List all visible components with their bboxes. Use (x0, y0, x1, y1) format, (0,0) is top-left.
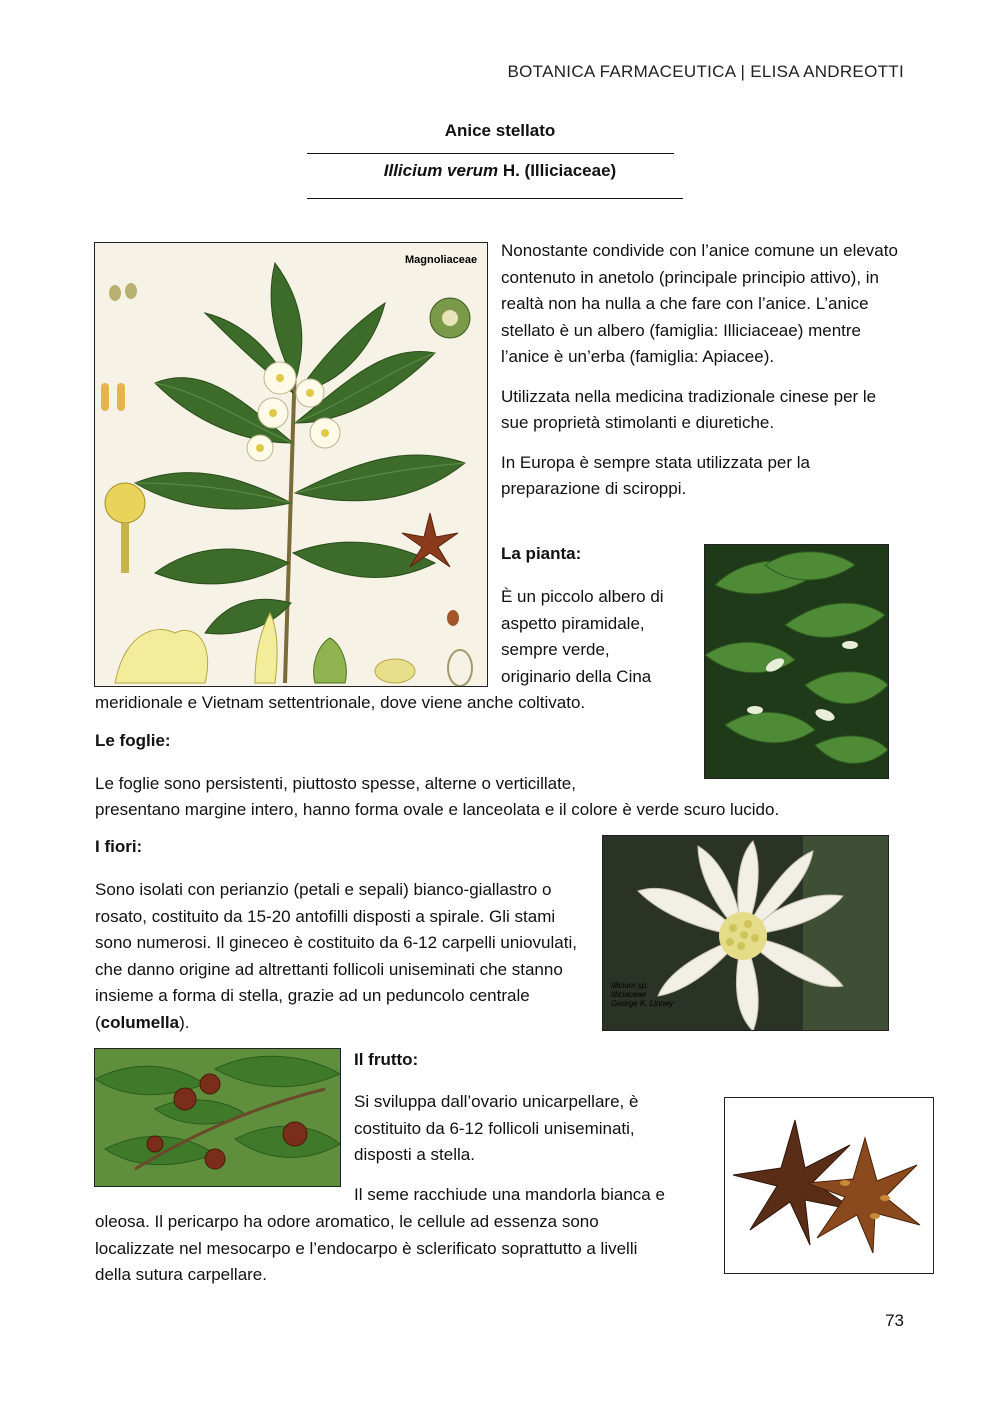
title-rule-top (307, 153, 674, 154)
frutto-line-2: oleosa. Il pericarpo ha odore aromatico, le cellule ad essenza sono (95, 1212, 599, 1231)
leaves-photo-drawing (705, 545, 888, 778)
frutto-paragraph-1: Si sviluppa dall’ovario unicarpellare, è costituito da 6-12 follicoli uniseminati, disposti a stella. (354, 1092, 639, 1164)
intro-column (501, 238, 905, 503)
fruiting-branch-photo (94, 1048, 341, 1187)
flower-photo-drawing (603, 836, 888, 1030)
title-rule-bottom (307, 198, 683, 199)
frutto-heading: Il frutto: (354, 1050, 419, 1069)
pianta-line-4: originario della Cina (501, 667, 652, 686)
frutto-line-4: della sutura carpellare. (95, 1265, 267, 1284)
pianta-line-1: È un piccolo albero di (501, 587, 664, 606)
frutto-line-3: localizzate nel mesocarpo e l’endocarpo è sclerificato soprattutto a livelli (95, 1239, 638, 1258)
intro-paragraph-2: Utilizzata nella medicina tradizionale cinese per le sue proprietà stimolanti e diuretiche. (501, 386, 877, 432)
flower-photo (602, 835, 889, 1031)
star-anise-photo (724, 1097, 934, 1274)
botanical-plate-image (94, 242, 488, 687)
fiori-heading: I fiori: (95, 837, 143, 856)
leaves-photo (704, 544, 889, 779)
fiori-text-end: ). (179, 1012, 190, 1032)
running-header: BOTANICA FARMACEUTICA | ELISA ANDREOTTI (507, 62, 904, 81)
intro-paragraph-1: Nonostante condivide con l’anice comune un elevato contenuto in anetolo (principale principio attivo), in realtà non ha nulla a che fare con l’anice. L’anice stellato è un albero (famiglia: Illiciaceae) mentre l’anice è un’erba (famiglia: Apiacee). (501, 241, 898, 366)
fiori-text: Sono isolati con perianzio (petali e sepali) bianco-giallastro o rosato, costituito da 15-20 antofilli disposti a spirale. Gli stami sono numerosi. Il gineceo è costituito da 6-12 carpelli uniovulati, che danno origine ad altrettanti follicoli uniseminati che stanno insieme a forma di stella, grazie ad un peduncolo centrale ( (95, 880, 577, 1032)
fiori-columella: columella (100, 1012, 180, 1032)
foglie-line-2: presentano margine intero, hanno forma ovale e lanceolata e il colore è verde scuro lucido. (95, 800, 780, 819)
intro-paragraph-3: In Europa è sempre stata utilizzata per la preparazione di sciroppi. (501, 452, 810, 498)
foglie-heading: Le foglie: (95, 731, 171, 750)
foglie-line-1: Le foglie sono persistenti, piuttosto spesse, alterne o verticillate, (95, 774, 576, 793)
page-title: Anice stellato (444, 121, 556, 140)
flower-caption-3: George K. Linney (611, 999, 674, 1008)
pianta-line-2: aspetto piramidale, (501, 614, 645, 633)
pianta-line-5: meridionale e Vietnam settentrionale, dove viene anche coltivato. (95, 693, 586, 712)
botanical-plate-drawing (95, 243, 487, 686)
species-name: Illicium verum (383, 161, 499, 180)
frutto-paragraph-block (354, 1089, 694, 1169)
flower-caption-2: Illiciaceae (611, 990, 647, 999)
pianta-heading: La pianta: (501, 544, 582, 563)
plate-label: Magnoliaceae (405, 254, 478, 266)
page-number: 73 (885, 1311, 904, 1330)
flower-caption-1: Illicium sp. (611, 981, 649, 990)
fiori-paragraph-block (95, 877, 587, 1036)
star-anise-drawing (725, 1098, 933, 1273)
species-family: H. (Illiciaceae) (498, 161, 617, 180)
fruiting-branch-drawing (95, 1049, 340, 1186)
species-subtitle (0, 161, 1000, 181)
frutto-line-1: Il seme racchiude una mandorla bianca e (354, 1185, 665, 1204)
fiori-paragraph (95, 877, 587, 1036)
pianta-line-3: sempre verde, (501, 640, 610, 659)
